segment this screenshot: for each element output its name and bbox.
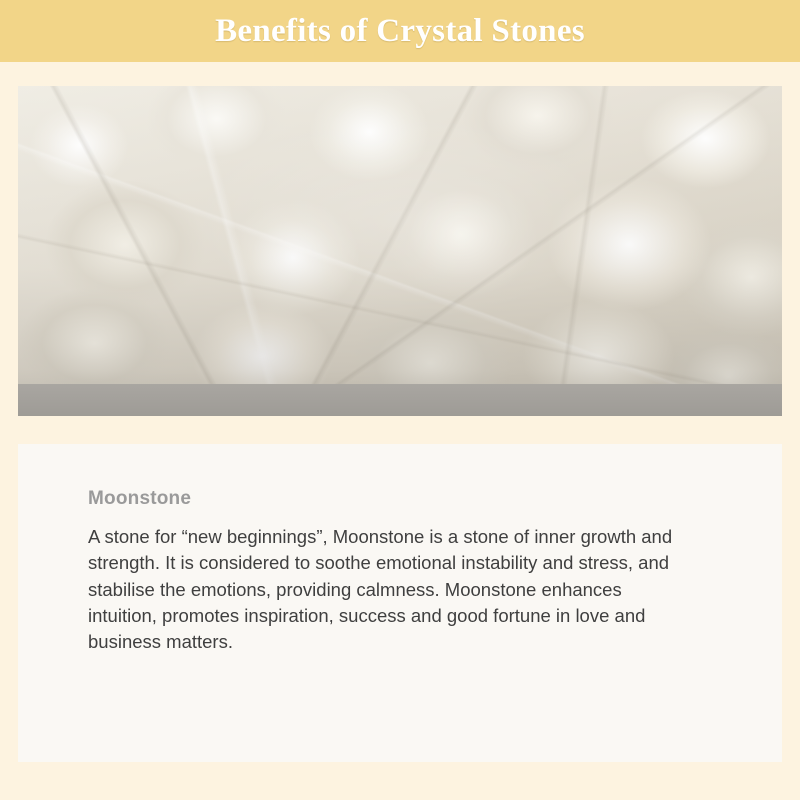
stone-info-card (18, 444, 782, 762)
crystal-photo (18, 86, 782, 416)
stone-info-content (18, 444, 782, 655)
crystal-photo-shading (18, 86, 782, 416)
page-title: Benefits of Crystal Stones (215, 12, 585, 49)
stone-name-heading: Moonstone (88, 488, 192, 509)
stone-description-text: A stone for “new beginnings”, Moonstone is a stone of inner growth and strength. It is considered to soothe emotional instability and stress, and stabilise the emotions, providing calmness. Moonstone enhances intuition, promotes inspiration, success and good fortune in love and business matters. (88, 526, 673, 653)
crystal-photo-bottom-band (18, 384, 782, 416)
page-header (0, 0, 800, 62)
